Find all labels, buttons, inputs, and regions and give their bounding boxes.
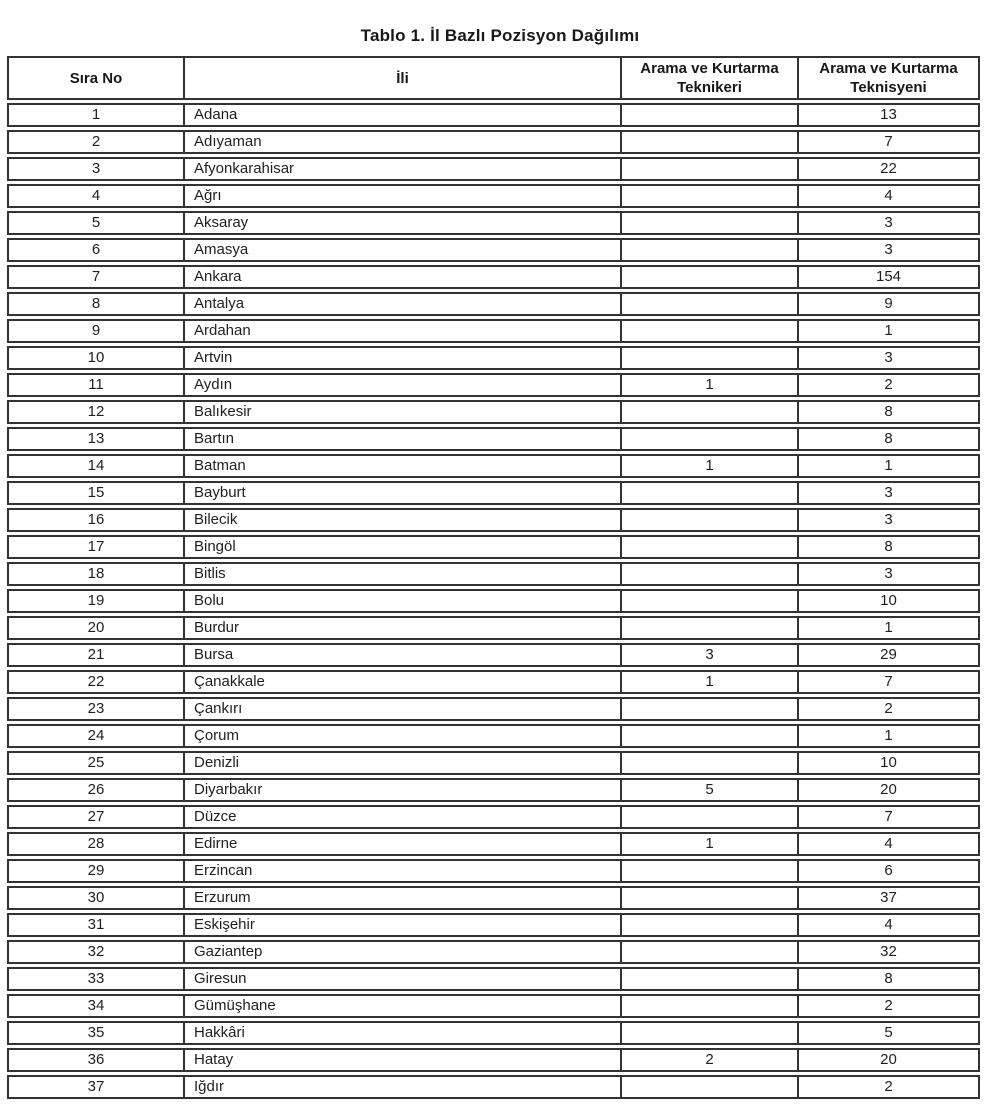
header-row bbox=[7, 56, 980, 100]
cell-province: Ağrı bbox=[183, 184, 620, 208]
cell-province: Burdur bbox=[183, 616, 620, 640]
cell-sira-no: 1 bbox=[7, 103, 183, 127]
cell-teknisyeni: 29 bbox=[797, 643, 980, 667]
cell-teknikeri: 1 bbox=[620, 832, 797, 856]
cell-sira-no: 25 bbox=[7, 751, 183, 775]
cell-sira-no: 2 bbox=[7, 130, 183, 154]
cell-sira-no: 8 bbox=[7, 292, 183, 316]
cell-teknikeri: 1 bbox=[620, 373, 797, 397]
cell-sira-no: 10 bbox=[7, 346, 183, 370]
cell-sira-no: 34 bbox=[7, 994, 183, 1018]
table-row bbox=[7, 1021, 980, 1045]
cell-teknisyeni: 13 bbox=[797, 103, 980, 127]
cell-province: Antalya bbox=[183, 292, 620, 316]
cell-teknikeri bbox=[620, 994, 797, 1018]
cell-teknisyeni: 7 bbox=[797, 670, 980, 694]
cell-province: Bingöl bbox=[183, 535, 620, 559]
cell-teknisyeni: 20 bbox=[797, 1048, 980, 1072]
cell-teknikeri: 1 bbox=[620, 670, 797, 694]
table-row bbox=[7, 643, 980, 667]
cell-teknikeri bbox=[620, 346, 797, 370]
table-row bbox=[7, 292, 980, 316]
table-body bbox=[7, 103, 980, 1099]
cell-province: Bartın bbox=[183, 427, 620, 451]
cell-teknisyeni: 8 bbox=[797, 535, 980, 559]
table-row bbox=[7, 1075, 980, 1099]
col-header-teknisyeni: Arama ve Kurtarma Teknisyeni bbox=[797, 56, 980, 100]
table-row bbox=[7, 211, 980, 235]
cell-sira-no: 16 bbox=[7, 508, 183, 532]
table-row bbox=[7, 859, 980, 883]
cell-teknikeri bbox=[620, 859, 797, 883]
cell-province: Gümüşhane bbox=[183, 994, 620, 1018]
cell-teknisyeni: 3 bbox=[797, 562, 980, 586]
table-row bbox=[7, 886, 980, 910]
cell-province: Bitlis bbox=[183, 562, 620, 586]
cell-sira-no: 3 bbox=[7, 157, 183, 181]
cell-teknikeri bbox=[620, 724, 797, 748]
cell-teknisyeni: 2 bbox=[797, 697, 980, 721]
cell-teknikeri bbox=[620, 589, 797, 613]
cell-teknikeri bbox=[620, 130, 797, 154]
position-distribution-table bbox=[7, 53, 980, 1102]
cell-sira-no: 12 bbox=[7, 400, 183, 424]
cell-province: Diyarbakır bbox=[183, 778, 620, 802]
cell-sira-no: 30 bbox=[7, 886, 183, 910]
cell-teknisyeni: 3 bbox=[797, 481, 980, 505]
table-row bbox=[7, 157, 980, 181]
cell-province: Bayburt bbox=[183, 481, 620, 505]
cell-sira-no: 14 bbox=[7, 454, 183, 478]
cell-province: Batman bbox=[183, 454, 620, 478]
cell-teknikeri bbox=[620, 319, 797, 343]
table-row bbox=[7, 832, 980, 856]
cell-province: Bolu bbox=[183, 589, 620, 613]
table-row bbox=[7, 373, 980, 397]
cell-teknisyeni: 10 bbox=[797, 751, 980, 775]
cell-province: Afyonkarahisar bbox=[183, 157, 620, 181]
cell-sira-no: 24 bbox=[7, 724, 183, 748]
cell-sira-no: 36 bbox=[7, 1048, 183, 1072]
cell-teknisyeni: 8 bbox=[797, 400, 980, 424]
cell-province: Bursa bbox=[183, 643, 620, 667]
table-row bbox=[7, 103, 980, 127]
cell-province: Hakkâri bbox=[183, 1021, 620, 1045]
cell-sira-no: 27 bbox=[7, 805, 183, 829]
cell-teknisyeni: 6 bbox=[797, 859, 980, 883]
table-row bbox=[7, 913, 980, 937]
cell-teknikeri bbox=[620, 292, 797, 316]
table-row bbox=[7, 481, 980, 505]
table-row bbox=[7, 940, 980, 964]
cell-teknikeri bbox=[620, 400, 797, 424]
cell-teknisyeni: 8 bbox=[797, 427, 980, 451]
cell-province: Denizli bbox=[183, 751, 620, 775]
cell-teknisyeni: 1 bbox=[797, 454, 980, 478]
cell-teknisyeni: 4 bbox=[797, 913, 980, 937]
cell-province: Edirne bbox=[183, 832, 620, 856]
cell-province: Ardahan bbox=[183, 319, 620, 343]
table-row bbox=[7, 805, 980, 829]
cell-province: Amasya bbox=[183, 238, 620, 262]
cell-sira-no: 20 bbox=[7, 616, 183, 640]
cell-teknisyeni: 1 bbox=[797, 319, 980, 343]
cell-teknisyeni: 1 bbox=[797, 724, 980, 748]
cell-sira-no: 11 bbox=[7, 373, 183, 397]
cell-teknikeri bbox=[620, 184, 797, 208]
col-header-sira-no: Sıra No bbox=[7, 56, 183, 100]
cell-teknikeri: 2 bbox=[620, 1048, 797, 1072]
cell-sira-no: 28 bbox=[7, 832, 183, 856]
cell-teknikeri bbox=[620, 967, 797, 991]
cell-sira-no: 37 bbox=[7, 1075, 183, 1099]
cell-teknisyeni: 37 bbox=[797, 886, 980, 910]
cell-teknikeri bbox=[620, 211, 797, 235]
cell-sira-no: 15 bbox=[7, 481, 183, 505]
cell-province: Çanakkale bbox=[183, 670, 620, 694]
cell-teknisyeni: 7 bbox=[797, 130, 980, 154]
cell-sira-no: 13 bbox=[7, 427, 183, 451]
cell-teknikeri bbox=[620, 751, 797, 775]
cell-teknikeri bbox=[620, 886, 797, 910]
table-row bbox=[7, 670, 980, 694]
table-row bbox=[7, 616, 980, 640]
cell-teknikeri bbox=[620, 1075, 797, 1099]
cell-teknisyeni: 3 bbox=[797, 346, 980, 370]
cell-province: Artvin bbox=[183, 346, 620, 370]
cell-teknisyeni: 8 bbox=[797, 967, 980, 991]
cell-teknisyeni: 3 bbox=[797, 211, 980, 235]
cell-province: Bilecik bbox=[183, 508, 620, 532]
cell-province: Gaziantep bbox=[183, 940, 620, 964]
col-header-teknikeri: Arama ve Kurtarma Teknikeri bbox=[620, 56, 797, 100]
table-row bbox=[7, 697, 980, 721]
table-row bbox=[7, 508, 980, 532]
cell-teknisyeni: 2 bbox=[797, 994, 980, 1018]
cell-sira-no: 6 bbox=[7, 238, 183, 262]
cell-teknisyeni: 10 bbox=[797, 589, 980, 613]
cell-teknikeri bbox=[620, 238, 797, 262]
table-title: Tablo 1. İl Bazlı Pozisyon Dağılımı bbox=[360, 26, 640, 45]
cell-sira-no: 22 bbox=[7, 670, 183, 694]
table-row bbox=[7, 265, 980, 289]
cell-province: Hatay bbox=[183, 1048, 620, 1072]
cell-sira-no: 35 bbox=[7, 1021, 183, 1045]
cell-teknikeri bbox=[620, 697, 797, 721]
cell-province: Balıkesir bbox=[183, 400, 620, 424]
cell-province: Erzurum bbox=[183, 886, 620, 910]
table-row bbox=[7, 967, 980, 991]
table-row bbox=[7, 1048, 980, 1072]
table-row bbox=[7, 346, 980, 370]
cell-teknikeri bbox=[620, 481, 797, 505]
cell-teknikeri bbox=[620, 535, 797, 559]
cell-teknisyeni: 22 bbox=[797, 157, 980, 181]
cell-sira-no: 29 bbox=[7, 859, 183, 883]
cell-teknikeri bbox=[620, 103, 797, 127]
cell-sira-no: 21 bbox=[7, 643, 183, 667]
cell-teknikeri bbox=[620, 913, 797, 937]
cell-province: Ankara bbox=[183, 265, 620, 289]
cell-province: Çorum bbox=[183, 724, 620, 748]
table-row bbox=[7, 589, 980, 613]
cell-province: Erzincan bbox=[183, 859, 620, 883]
cell-teknisyeni: 2 bbox=[797, 373, 980, 397]
cell-sira-no: 31 bbox=[7, 913, 183, 937]
cell-sira-no: 32 bbox=[7, 940, 183, 964]
cell-teknikeri bbox=[620, 940, 797, 964]
cell-teknikeri: 1 bbox=[620, 454, 797, 478]
col-header-ili: İli bbox=[183, 56, 620, 100]
cell-sira-no: 4 bbox=[7, 184, 183, 208]
cell-province: Giresun bbox=[183, 967, 620, 991]
cell-province: Eskişehir bbox=[183, 913, 620, 937]
table-row bbox=[7, 184, 980, 208]
table-row bbox=[7, 994, 980, 1018]
cell-teknisyeni: 3 bbox=[797, 238, 980, 262]
cell-sira-no: 5 bbox=[7, 211, 183, 235]
cell-province: Adana bbox=[183, 103, 620, 127]
table-row bbox=[7, 778, 980, 802]
cell-sira-no: 19 bbox=[7, 589, 183, 613]
cell-teknisyeni: 154 bbox=[797, 265, 980, 289]
cell-teknikeri bbox=[620, 427, 797, 451]
table-row bbox=[7, 751, 980, 775]
table-row bbox=[7, 400, 980, 424]
cell-teknikeri bbox=[620, 1021, 797, 1045]
cell-teknikeri bbox=[620, 157, 797, 181]
cell-teknisyeni: 4 bbox=[797, 184, 980, 208]
cell-sira-no: 23 bbox=[7, 697, 183, 721]
cell-teknikeri: 3 bbox=[620, 643, 797, 667]
cell-province: Iğdır bbox=[183, 1075, 620, 1099]
cell-province: Çankırı bbox=[183, 697, 620, 721]
table-row bbox=[7, 454, 980, 478]
cell-sira-no: 26 bbox=[7, 778, 183, 802]
cell-teknisyeni: 5 bbox=[797, 1021, 980, 1045]
cell-teknikeri: 5 bbox=[620, 778, 797, 802]
cell-teknikeri bbox=[620, 805, 797, 829]
cell-teknisyeni: 4 bbox=[797, 832, 980, 856]
cell-province: Düzce bbox=[183, 805, 620, 829]
cell-teknisyeni: 7 bbox=[797, 805, 980, 829]
cell-teknisyeni: 2 bbox=[797, 1075, 980, 1099]
cell-teknisyeni: 1 bbox=[797, 616, 980, 640]
table-row bbox=[7, 535, 980, 559]
cell-sira-no: 17 bbox=[7, 535, 183, 559]
cell-sira-no: 9 bbox=[7, 319, 183, 343]
cell-teknikeri bbox=[620, 508, 797, 532]
cell-teknikeri bbox=[620, 265, 797, 289]
cell-teknisyeni: 3 bbox=[797, 508, 980, 532]
table-row bbox=[7, 724, 980, 748]
cell-teknisyeni: 9 bbox=[797, 292, 980, 316]
cell-sira-no: 18 bbox=[7, 562, 183, 586]
cell-province: Adıyaman bbox=[183, 130, 620, 154]
table-row bbox=[7, 562, 980, 586]
table-row bbox=[7, 238, 980, 262]
table-row bbox=[7, 130, 980, 154]
cell-province: Aydın bbox=[183, 373, 620, 397]
cell-sira-no: 33 bbox=[7, 967, 183, 991]
table-row bbox=[7, 319, 980, 343]
table-row bbox=[7, 427, 980, 451]
cell-teknikeri bbox=[620, 562, 797, 586]
cell-teknikeri bbox=[620, 616, 797, 640]
cell-sira-no: 7 bbox=[7, 265, 183, 289]
cell-teknisyeni: 20 bbox=[797, 778, 980, 802]
cell-teknisyeni: 32 bbox=[797, 940, 980, 964]
cell-province: Aksaray bbox=[183, 211, 620, 235]
